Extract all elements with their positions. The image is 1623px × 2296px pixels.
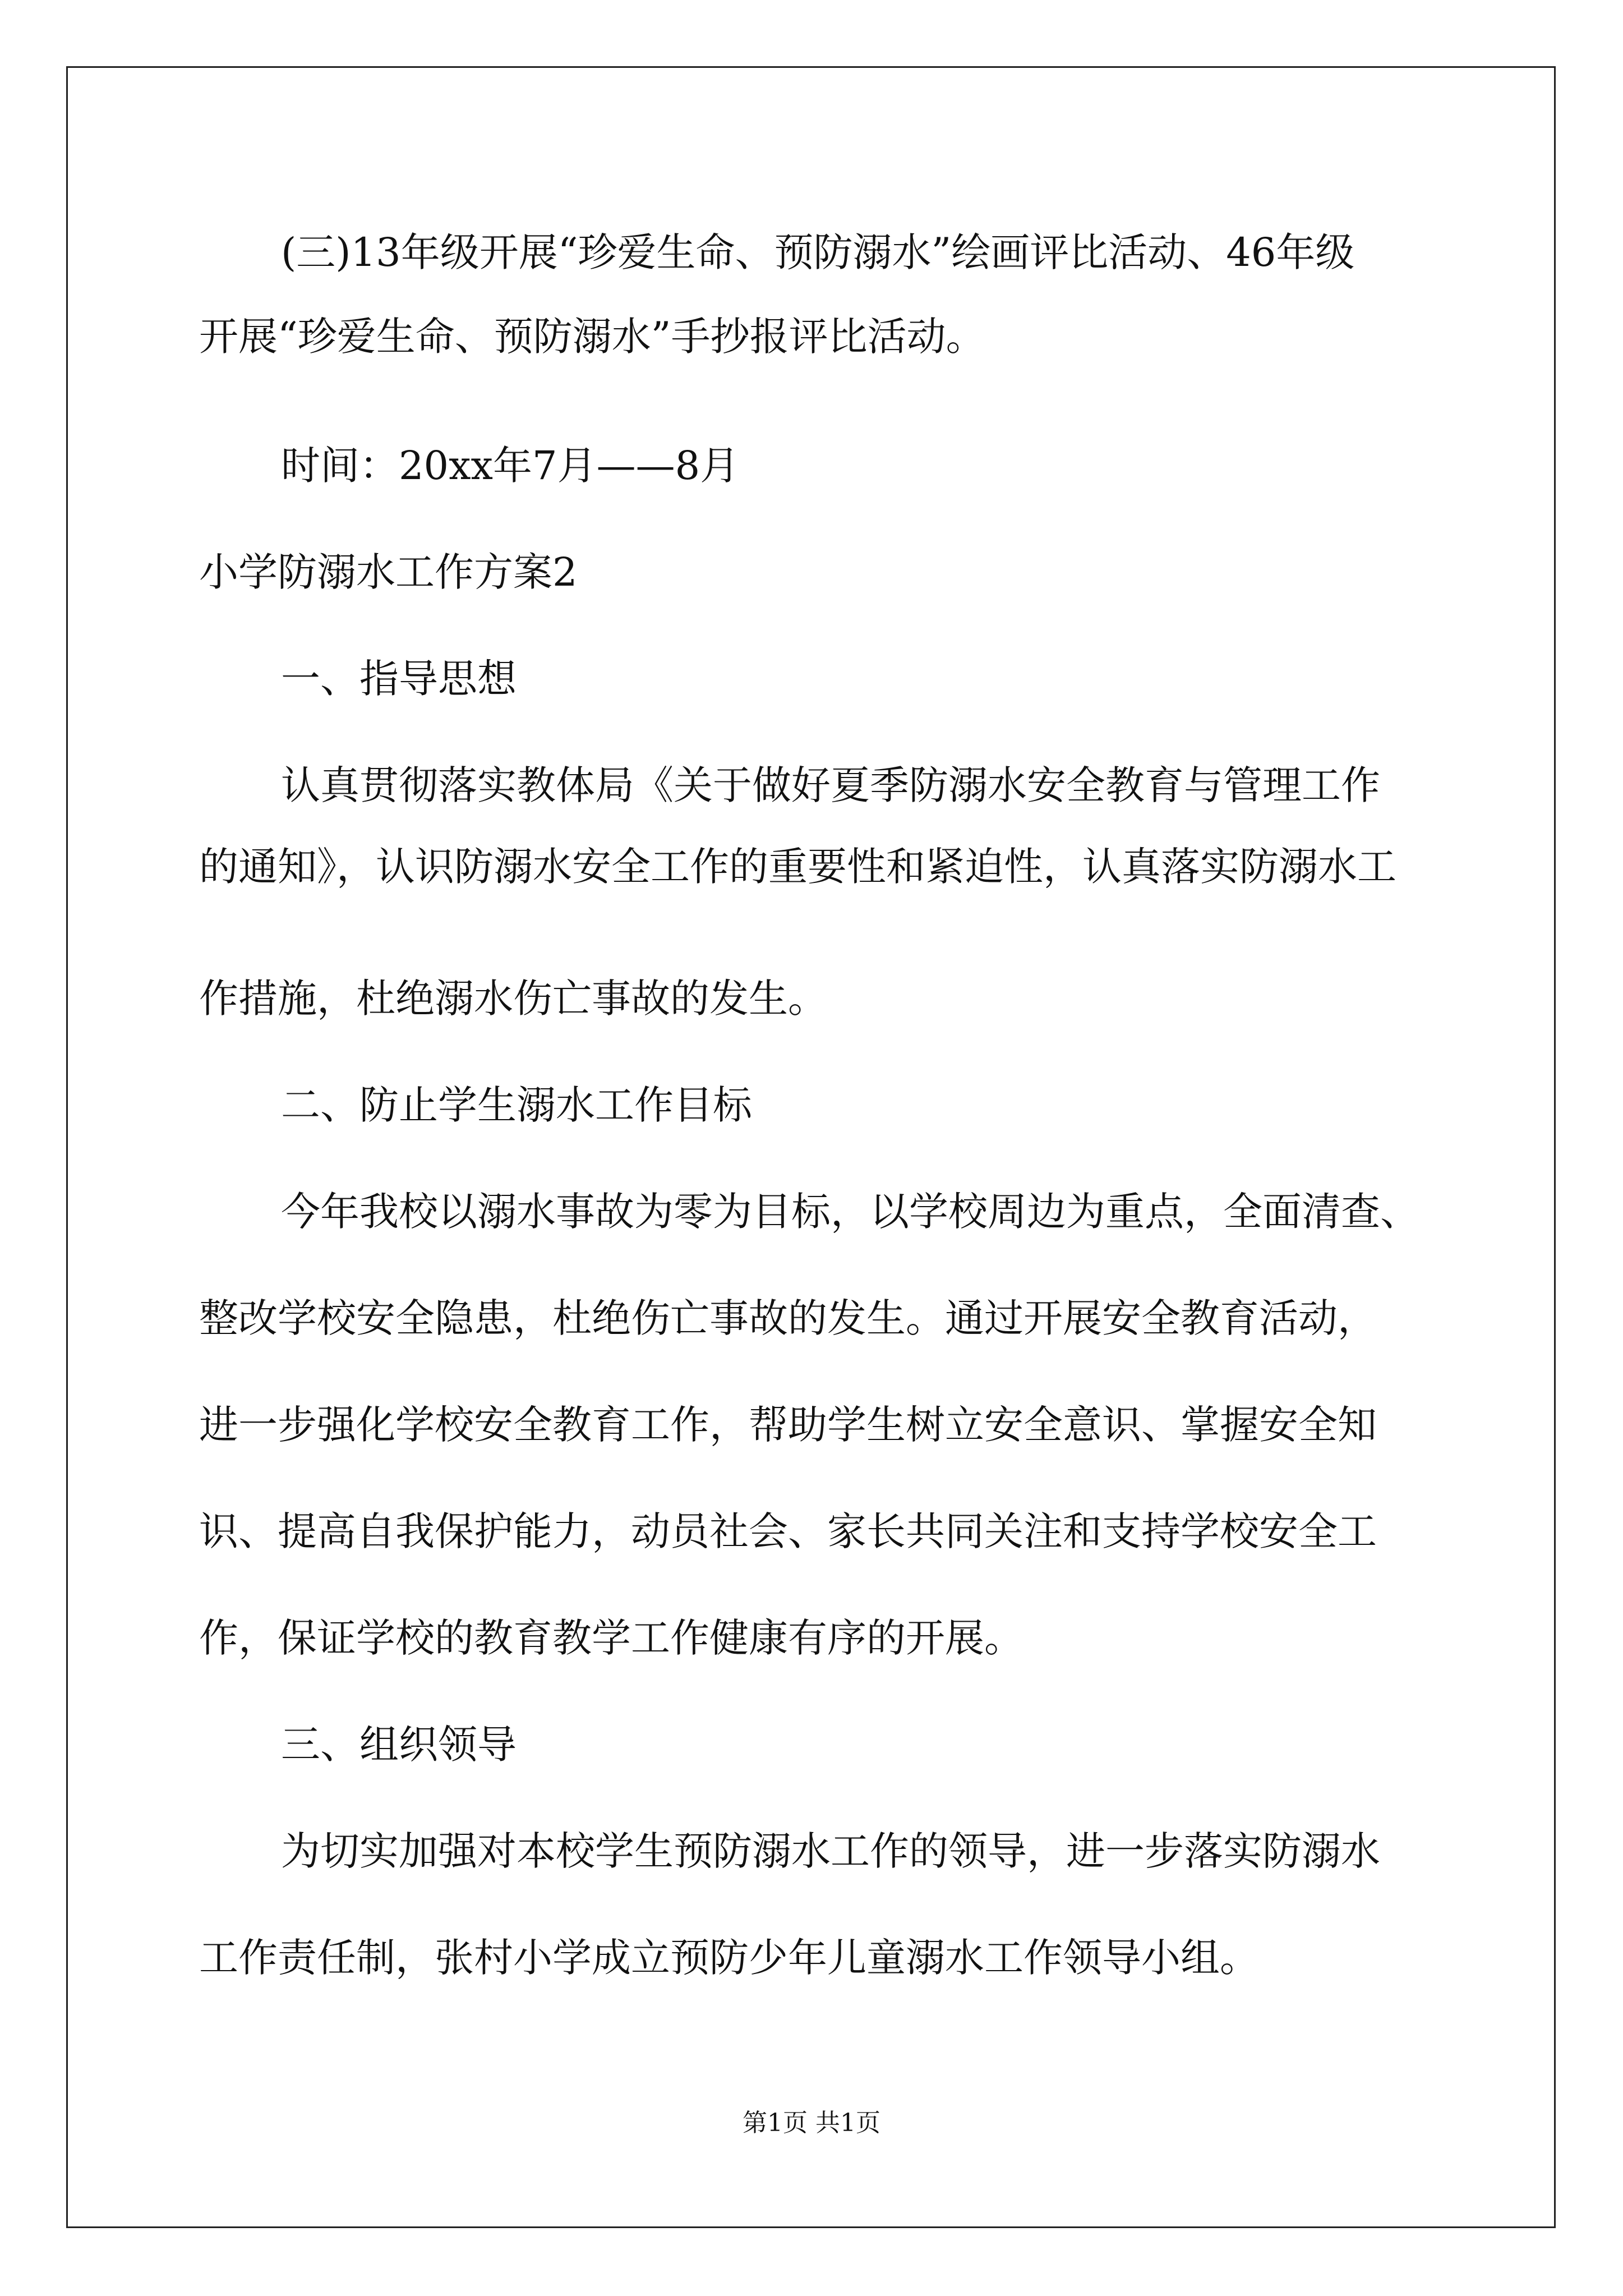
section-title: 小学防溺水工作方案2	[199, 549, 578, 595]
page-border	[66, 66, 1556, 2228]
paragraph-line: 的通知》，认识防溺水安全工作的重要性和紧迫性，认真落实防溺水工	[199, 844, 1396, 890]
paragraph-line: 认真贯彻落实教体局《关于做好夏季防溺水安全教育与管理工作	[281, 762, 1380, 808]
paragraph-line: 进一步强化学校安全教育工作，帮助学生树立安全意识、掌握安全知	[199, 1402, 1377, 1448]
page-footer: 第1页 共1页	[743, 2109, 880, 2137]
paragraph-line: 工作责任制，张村小学成立预防少年儿童溺水工作领导小组。	[199, 1935, 1259, 1981]
paragraph-line: 整改学校安全隐患，杜绝伤亡事故的发生。通过开展安全教育活动，	[199, 1295, 1377, 1341]
paragraph-line: 识、提高自我保护能力，动员社会、家长共同关注和支持学校安全工	[199, 1508, 1377, 1554]
paragraph-line: 作措施，杜绝溺水伤亡事故的发生。	[199, 976, 827, 1022]
paragraph-line: 今年我校以溺水事故为零为目标，以学校周边为重点，全面清查、	[281, 1189, 1419, 1235]
paragraph-line: 开展“珍爱生命、预防溺水”手抄报评比活动。	[199, 314, 985, 360]
heading-guiding-ideology: 一、指导思想	[281, 656, 517, 702]
time-line: 时间：20xx年7月——8月	[281, 443, 740, 489]
heading-goal: 二、防止学生溺水工作目标	[281, 1082, 752, 1128]
paragraph-line: 为切实加强对本校学生预防溺水工作的领导，进一步落实防溺水	[281, 1828, 1380, 1874]
paragraph-line: 作，保证学校的教育教学工作健康有序的开展。	[199, 1615, 1023, 1661]
heading-organization: 三、组织领导	[281, 1722, 517, 1768]
paragraph-line: (三)13年级开展“珍爱生命、预防溺水”绘画评比活动、46年级	[281, 229, 1355, 275]
